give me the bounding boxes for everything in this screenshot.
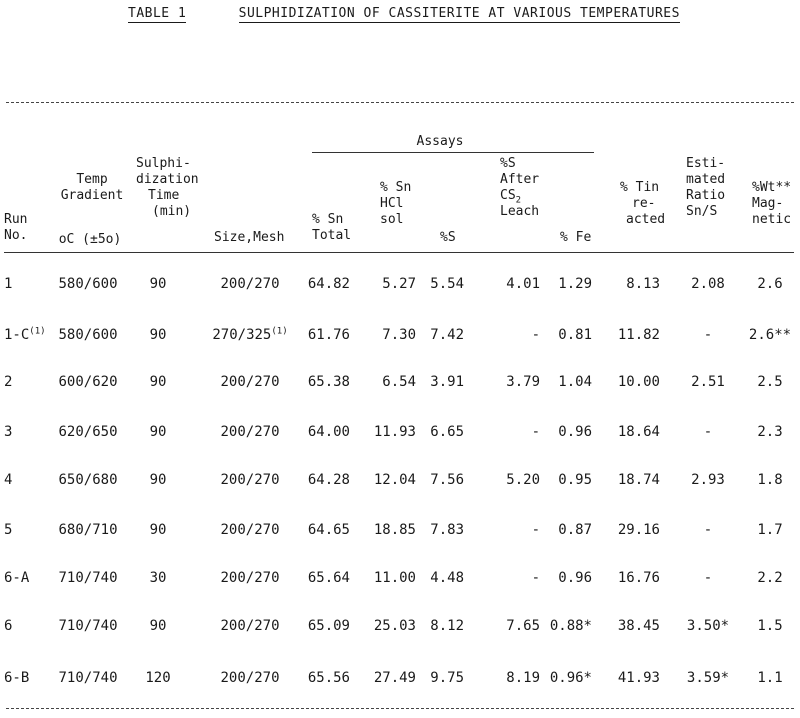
header-sn-hcl: % Sn HCl sol xyxy=(380,180,412,227)
assays-rule xyxy=(312,152,594,153)
cell-s-after: 8.19 xyxy=(506,670,540,686)
cell-fe: 0.96 xyxy=(558,424,592,440)
cell-run: 4 xyxy=(4,472,13,488)
cell-mag: 2.6 xyxy=(757,276,783,292)
cell-size: 200/270 xyxy=(220,670,280,686)
header-s: %S xyxy=(440,230,456,245)
cell-fe: 0.87 xyxy=(558,522,592,538)
header-run: Run No. xyxy=(4,212,28,243)
cell-size: 200/270 xyxy=(220,570,280,586)
cell-s: 6.65 xyxy=(430,424,464,440)
cell-ratio: 3.50* xyxy=(686,618,730,634)
cell-sn-hcl: 5.27 xyxy=(382,276,416,292)
cell-sn-total: 64.82 xyxy=(307,276,350,292)
cell-time: 90 xyxy=(149,327,167,343)
assays-group-header: Assays xyxy=(416,134,464,149)
cell-mag: 1.8 xyxy=(757,472,783,488)
cell-s-after: - xyxy=(531,570,540,586)
cell-sn-hcl: 27.49 xyxy=(373,670,416,686)
cell-run: 3 xyxy=(4,424,13,440)
table-label: TABLE 1 xyxy=(128,6,187,21)
cell-s-after: - xyxy=(531,522,540,538)
header-s-after: %S After $CS_2$ Leach xyxy=(500,156,540,219)
cell-time: 90 xyxy=(149,276,167,292)
cell-ratio: - xyxy=(703,570,713,586)
cell-size: 200/270 xyxy=(220,522,280,538)
cell-tin: 8.13 xyxy=(626,276,660,292)
cell-time: 90 xyxy=(149,374,167,390)
cell-tin: 18.74 xyxy=(617,472,660,488)
cell-s: 7.42 xyxy=(430,327,464,343)
cell-ratio: - xyxy=(703,522,713,538)
cell-size: 200/270 xyxy=(220,618,280,634)
cell-temp: 710/740 xyxy=(58,570,118,586)
cell-fe: 0.81 xyxy=(558,327,592,343)
cell-sn-total: 64.00 xyxy=(307,424,350,440)
cell-ratio: 3.59* xyxy=(686,670,730,686)
cell-mag: 2.2 xyxy=(757,570,783,586)
cell-temp: 680/710 xyxy=(58,522,118,538)
cell-fe: 0.88* xyxy=(549,618,592,634)
cell-run: 6 xyxy=(4,618,13,634)
cell-time: 90 xyxy=(149,472,167,488)
cell-time: 120 xyxy=(145,670,171,686)
top-rule xyxy=(6,102,794,103)
cell-size: 270/325$^{(1)}$ xyxy=(212,326,288,343)
cell-size: 200/270 xyxy=(220,374,280,390)
cell-run: 2 xyxy=(4,374,13,390)
cell-s: 7.83 xyxy=(430,522,464,538)
cell-fe: 1.29 xyxy=(558,276,592,292)
header-temp: Temp Gradient xyxy=(60,172,124,203)
cell-mag: 1.5 xyxy=(757,618,783,634)
cell-sn-total: 65.38 xyxy=(307,374,350,390)
cell-s: 3.91 xyxy=(430,374,464,390)
cell-tin: 29.16 xyxy=(617,522,660,538)
cell-size: 200/270 xyxy=(220,424,280,440)
cell-ratio: - xyxy=(703,424,713,440)
cell-tin: 16.76 xyxy=(617,570,660,586)
cell-time: 90 xyxy=(149,618,167,634)
bottom-rule xyxy=(6,708,794,709)
cell-size: 200/270 xyxy=(220,276,280,292)
cell-sn-total: 64.65 xyxy=(307,522,350,538)
cell-tin: 10.00 xyxy=(617,374,660,390)
cell-sn-hcl: 11.00 xyxy=(373,570,416,586)
cell-s: 5.54 xyxy=(430,276,464,292)
cell-ratio: 2.93 xyxy=(691,472,725,488)
cell-s: 8.12 xyxy=(430,618,464,634)
cell-sn-total: 65.09 xyxy=(307,618,350,634)
cell-fe: 0.96* xyxy=(549,670,592,686)
table-title xyxy=(128,6,680,21)
cell-tin: 41.93 xyxy=(617,670,660,686)
cell-temp: 710/740 xyxy=(58,618,118,634)
cell-run: 6-A xyxy=(4,570,30,586)
header-magnetic: %Wt** Mag- netic xyxy=(752,180,792,227)
cell-sn-hcl: 25.03 xyxy=(373,618,416,634)
cell-s-after: - xyxy=(531,424,540,440)
header-temp-unit: oC (±5o) xyxy=(58,232,122,247)
cell-run: $1-C^{(1)}$ xyxy=(4,326,46,343)
cell-ratio: 2.08 xyxy=(691,276,725,292)
cell-temp: 650/680 xyxy=(58,472,118,488)
table-caption: SULPHIDIZATION OF CASSITERITE AT VARIOUS TEMPERATURES xyxy=(238,6,680,21)
cell-s-after: - xyxy=(531,327,540,343)
cell-sn-total: 65.56 xyxy=(307,670,350,686)
header-ratio: Esti- mated Ratio Sn/S xyxy=(686,156,726,219)
cell-mag: 2.6** xyxy=(748,327,792,343)
header-fe: % Fe xyxy=(560,230,592,245)
cell-s: 7.56 xyxy=(430,472,464,488)
cell-temp: 580/600 xyxy=(58,276,118,292)
cell-mag: 2.3 xyxy=(757,424,783,440)
cell-fe: 1.04 xyxy=(558,374,592,390)
header-rule xyxy=(4,252,794,253)
header-tin-reacted: % Tin re- acted xyxy=(620,180,666,227)
cell-s-after: 3.79 xyxy=(506,374,540,390)
cell-mag: 1.7 xyxy=(757,522,783,538)
cell-temp: 600/620 xyxy=(58,374,118,390)
cell-sn-hcl: 11.93 xyxy=(373,424,416,440)
cell-sn-total: 61.76 xyxy=(307,327,350,343)
cell-run: 5 xyxy=(4,522,13,538)
cell-time: 90 xyxy=(149,424,167,440)
cell-mag: 2.5 xyxy=(757,374,783,390)
header-sn-total: % Sn Total xyxy=(312,212,352,243)
cell-sn-total: 65.64 xyxy=(307,570,350,586)
cell-run: 6-B xyxy=(4,670,30,686)
cell-ratio: 2.51 xyxy=(691,374,725,390)
cell-fe: 0.95 xyxy=(558,472,592,488)
cell-sn-hcl: 7.30 xyxy=(382,327,416,343)
cell-s-after: 5.20 xyxy=(506,472,540,488)
cell-s: 9.75 xyxy=(430,670,464,686)
cell-sn-total: 64.28 xyxy=(307,472,350,488)
cell-s-after: 7.65 xyxy=(506,618,540,634)
cell-s: 4.48 xyxy=(430,570,464,586)
cell-temp: 710/740 xyxy=(58,670,118,686)
cell-fe: 0.96 xyxy=(558,570,592,586)
cell-mag: 1.1 xyxy=(757,670,783,686)
cell-temp: 580/600 xyxy=(58,327,118,343)
cell-time: 30 xyxy=(149,570,167,586)
cell-s-after: 4.01 xyxy=(506,276,540,292)
cell-ratio: - xyxy=(703,327,713,343)
cell-run: 1 xyxy=(4,276,13,292)
cell-tin: 18.64 xyxy=(617,424,660,440)
cell-temp: 620/650 xyxy=(58,424,118,440)
cell-sn-hcl: 12.04 xyxy=(373,472,416,488)
header-size: Size,Mesh xyxy=(214,230,285,245)
cell-tin: 38.45 xyxy=(617,618,660,634)
header-time: Sulphi- dization Time (min) xyxy=(136,156,199,219)
cell-time: 90 xyxy=(149,522,167,538)
cell-tin: 11.82 xyxy=(617,327,660,343)
cell-sn-hcl: 18.85 xyxy=(373,522,416,538)
cell-sn-hcl: 6.54 xyxy=(382,374,416,390)
cell-size: 200/270 xyxy=(220,472,280,488)
